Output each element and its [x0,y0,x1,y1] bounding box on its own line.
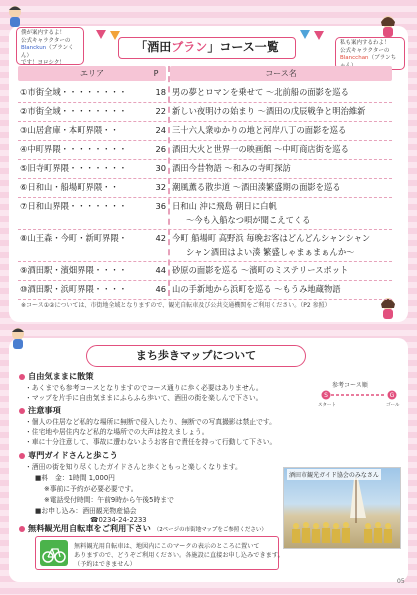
bullet-icon [19,526,25,532]
table-row [18,230,392,262]
text-line: ※事前に予約が必要必要です。 [44,485,138,493]
row-course: 砂原の面影を巡る ～濱町のミステリースポット [172,265,349,275]
section-heading: 無料観光用自転車をご利用下さい （2ページの市街地マップをご参照ください） [19,523,267,534]
text-line: ・住宅地や居住内など私的な場所での大声は控えましょう。 [25,428,209,436]
section-heading: 専門ガイドさんと歩こう [19,450,118,461]
table-row [18,160,392,179]
mascot-speech-bubble-left [16,27,84,65]
row-page: 44 [155,265,166,275]
text-line: ☎0234-24-2233 [90,516,147,524]
table-row [18,103,392,122]
table-row [18,262,392,281]
bubble-text: （ブランち [368,55,397,61]
row-course-continued: ～今も入船なつ唄が聞こえてくる [186,215,311,225]
text-line: ・あくまでも参考コースとなりますのでコース通りに歩く必要はありません。 [25,384,263,392]
row-page: 46 [155,284,166,294]
row-course: 酒田今昔物語 ～和みの寺町探訪 [172,163,291,173]
text-line: ■お申し込み：酒田観光物産協会 [35,507,137,515]
page-title [118,37,296,59]
svg-text:S: S [324,392,328,400]
row-course: 男の夢とロマンを乗せて ～北前船の面影を巡る [172,87,349,97]
row-page: 36 [155,201,166,211]
bubble-text: 私も案内するわよ！ [340,40,390,46]
row-page: 24 [155,125,166,135]
title-text: 「酒田 [135,40,172,54]
row-area: ⑦日和山界隈・・・・・・・ [20,201,128,211]
row-page: 22 [155,106,166,116]
section-heading: 注意事項 [19,405,61,416]
row-page: 32 [155,182,166,192]
row-area: ⑩酒田駅・浜町界隈・・・・ [20,284,128,294]
table-row [18,84,392,103]
row-course: 山の手新地から浜町を巡る ～もうみ地蔵物語 [172,284,341,294]
bubble-character-name: Blancchan [340,55,369,61]
pennant-decoration [314,31,324,40]
page-number: 05 [397,578,405,585]
row-area: ⑥日和山・船場町界隈・・ [20,182,119,192]
bubble-text: （ブランくん） [21,45,74,59]
bullet-icon [19,374,25,380]
text-line: ・車に十分注意して、事故に遭わないようお客自で責任を持って行動して下さい。 [25,438,277,446]
bicycle-icon [40,540,68,566]
text-line: ・マップを片手に自由気ままにふらふら歩いて、酒田の街を楽しんで下さい。 [25,394,263,402]
legend-start: スタート [318,403,336,408]
bubble-text: 公式キャラクターの [21,37,71,44]
row-page: 18 [155,87,166,97]
bubble-text: 僕が案内するよ！ [21,30,66,36]
legend-label: 参考コース順 [332,382,368,389]
table-row [18,179,392,198]
bubble-character-name: Blanckun [21,45,47,51]
photo-illustration [284,468,402,550]
bullet-icon [19,453,25,459]
section-title: まち歩きマップについて [86,345,306,367]
row-course: 酒田大火と世界一の映画館 ～中町商店街を巡る [172,144,349,154]
row-area: ④中町界隈・・・・・・・・ [20,144,128,154]
row-course: 今町 船場町 高野浜 毎晩お客はどんどんシャンシャン [172,233,371,243]
text-line: ・個人の住居など私的な場所に無断で侵入したり、無断での写真撮影は禁止です。 [25,418,276,426]
table-row [18,122,392,141]
bubble-text: 公式キャラクターの [340,47,390,54]
table-row [18,281,392,300]
legend-goal: ゴール [386,403,400,408]
row-area: ①市街全域・・・・・・・・ [20,87,128,97]
route-arrow-icon [318,389,404,401]
column-header-area: エリア [18,66,166,81]
title-text: 」コース一覧 [207,40,279,54]
row-course: 潮風薫る散歩道 ～酒田湊繁盛期の面影を巡る [172,182,341,192]
row-course: 三十六人衆ゆかりの地と河岸八丁の面影を巡る [172,125,347,135]
section-heading: 自由気ままに散策 [19,371,94,382]
text-line: ・酒田の街を知り尽くしたガイドさんと歩くともっと楽しくなります。 [25,463,242,471]
course-note: ※コース①②については、市街地全域となりますので、観光自転車及び公共交通機関をご利用ください。（P2 参照） [21,302,331,309]
row-area: ⑤旧寺町界隈・・・・・・・ [20,163,128,173]
blanckun-mascot-icon [8,326,28,352]
bubble-text: です！ヨロシク！ [21,60,65,66]
bullet-icon [19,408,25,414]
row-course-continued: シャン酒田はよい湊 繁盛しゃまぁまぁんか～ [186,247,355,257]
bike-info-text: （予約はできません） [74,561,136,568]
table-row [18,141,392,160]
text-line: ※電話受付時間：午前9時から午後5時まで [44,496,174,504]
bike-info-text: ありますので、どうぞご利用ください。各施設に直接お申し込みできます。 [74,552,284,559]
photo-caption: 酒田市観光ガイド協会のみなさん [287,469,381,480]
column-header-page: P [153,69,159,78]
row-page: 26 [155,144,166,154]
bike-info-text: 無料観光用自転車は、地図内にこのマークの表示のところに置いて [74,543,260,550]
table-row [18,198,392,230]
title-accent-text: ブラン [171,40,208,54]
text-line: ■料 金：1時間 1,000円 [35,474,115,482]
row-area: ⑨酒田駅・濱畑界隈・・・・ [20,265,128,275]
row-course: 新しい夜明けの始まり ～酒田の戊辰戦争と明治維新 [172,106,366,116]
column-header-course: コース名 [170,66,392,81]
row-area: ⑧山王森・今町・新町界隈・ [20,233,128,243]
row-area: ③山居倉庫・本町界隈・・ [20,125,119,135]
pennant-decoration [300,30,310,39]
course-order-legend [318,380,404,410]
pennant-decoration [96,30,106,39]
row-course: 日和山 沖に飛島 朝日に白帆 [172,201,277,211]
svg-text:G: G [389,392,395,400]
row-page: 30 [155,163,166,173]
row-page: 42 [155,233,166,243]
row-area: ②市街全域・・・・・・・・ [20,106,128,116]
